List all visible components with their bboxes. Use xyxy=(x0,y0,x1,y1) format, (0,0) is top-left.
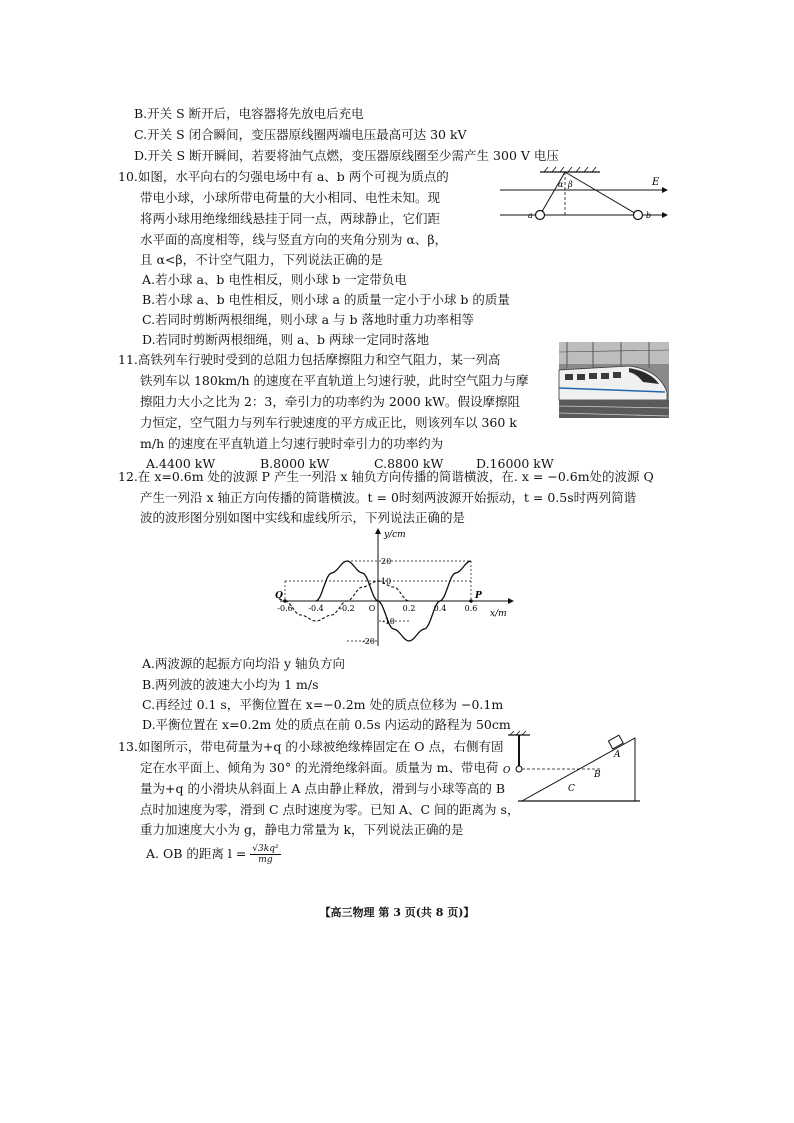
q13-stem-line-4: 点时加速度为零，滑到 C 点时速度为零。已知 A、C 间的距离为 s， xyxy=(140,802,520,817)
q12-option-d: D.平衡位置在 x=0.2m 处的质点在前 0.5s 内运动的路程为 50cm xyxy=(142,717,511,732)
label-o: O xyxy=(503,766,511,776)
label-c: C xyxy=(568,784,575,794)
field-label: E xyxy=(652,177,660,188)
y-tick-label: 10 xyxy=(381,577,392,586)
q12-wave-chart xyxy=(276,526,520,650)
q13-stem-line-1: 13.如图所示，带电荷量为+q 的小球被绝缘棒固定在 O 点，右侧有固 xyxy=(118,739,504,754)
q13-stem-line-5: 重力加速度大小为 g，静电力常量为 k，下列说法正确的是 xyxy=(140,822,464,837)
q13-stem-line-3: 量为+q 的小滑块从斜面上 A 点由静止释放，滑到与小球等高的 B xyxy=(140,781,506,796)
train-photo xyxy=(559,342,669,418)
angle-alpha-label: α xyxy=(558,180,564,189)
charged-ball xyxy=(516,766,522,772)
x-tick-label: 0.6 xyxy=(464,604,478,613)
q11-stem-line-1: 11.高铁列车行驶时受到的总阻力包括摩擦阻力和空气阻力，某一列高 xyxy=(118,352,501,367)
ball-b xyxy=(634,211,643,220)
x-tick-label: O xyxy=(368,604,376,613)
q12-stem-line-2: 产生一列沿 x 轴正方向传播的简谐横波。t = 0时刻两波源开始振动，t = 0.5s时两列简谐 xyxy=(140,490,637,505)
q10-option-c: C.若同时剪断两根细绳，则小球 a 与 b 落地时重力功率相等 xyxy=(142,312,474,327)
q10-option-a: A.若小球 a、b 电性相反，则小球 b 一定带负电 xyxy=(142,272,407,287)
q10-option-b: B.若小球 a、b 电性相反，则小球 a 的质量一定小于小球 b 的质量 xyxy=(142,292,510,307)
q13-option-a xyxy=(146,844,281,865)
slider-block xyxy=(608,735,623,749)
q10-stem-line-1: 10.如图，水平向右的匀强电场中有 a、b 两个可视为质点的 xyxy=(118,169,449,184)
field-arrow-1 xyxy=(662,187,668,193)
point-p-label: P xyxy=(475,591,482,601)
y-axis-arrow xyxy=(375,528,381,534)
point-q-label: Q xyxy=(275,591,283,601)
q11-option-c: C.8800 kW xyxy=(374,456,444,471)
y-axis-label: y/cm xyxy=(384,530,406,540)
y-tick-label: -20 xyxy=(362,637,375,646)
x-tick-label: -0.2 xyxy=(339,604,355,613)
incline xyxy=(522,738,635,801)
y-tick-label: -10 xyxy=(382,617,395,626)
q9-option-b: B.开关 S 断开后，电容器将先放电后充电 xyxy=(134,106,364,121)
x-tick-label: 0.4 xyxy=(433,604,447,613)
q10-stem-line-5: 且 α<β，不计空气阻力，下列说法正确的是 xyxy=(140,252,383,267)
q12-option-a: A.两波源的起振方向均沿 y 轴负方向 xyxy=(142,656,346,671)
q11-stem-line-5: m/h 的速度在平直轨道上匀速行驶时牵引力的功率约为 xyxy=(140,436,444,451)
q13-figure xyxy=(500,733,650,803)
q12-stem-line-3: 波的波形图分别如图中实线和虚线所示，下列说法正确的是 xyxy=(140,510,466,525)
q10-option-d: D.若同时剪断两根细绳，则 a、b 两球一定同时落地 xyxy=(142,332,429,347)
q9-option-c: C.开关 S 闭合瞬间，变压器原线圈两端电压最高可达 30 kV xyxy=(134,127,467,142)
page-footer: 【高三物理 第 3 页(共 8 页)】 xyxy=(319,906,475,919)
q11-option-b: B.8000 kW xyxy=(260,456,330,471)
label-b: B xyxy=(594,770,601,780)
fraction-numerator: √3kq² xyxy=(252,844,279,854)
q11-option-d: D.16000 kW xyxy=(476,456,554,471)
ball-a-label: a xyxy=(528,211,533,220)
x-tick-label: 0.2 xyxy=(402,604,416,613)
x-tick-labels xyxy=(277,604,477,613)
thread-b xyxy=(565,172,638,215)
q12-option-b: B.两列波的波速大小均为 1 m/s xyxy=(142,677,319,692)
label-a: A xyxy=(614,750,621,760)
x-axis-label: x/m xyxy=(490,609,507,619)
ceiling-hatch xyxy=(544,167,596,172)
x-axis-arrow xyxy=(508,598,514,604)
q10-stem-line-2: 带电小球，小球所带电荷量的大小相同、电性未知。现 xyxy=(140,190,441,205)
q11-stem-line-4: 力恒定，空气阻力与列车行驶速度的平方成正比，则该列车以 360 k xyxy=(140,415,517,430)
point-p-marker xyxy=(469,599,473,603)
ball-b-label: b xyxy=(646,211,652,220)
y-tick-label: 20 xyxy=(381,557,392,566)
field-arrow-2 xyxy=(662,212,668,218)
thread-a xyxy=(540,172,565,215)
q9-option-d: D.开关 S 断开瞬间，若要将油气点燃，变压器原线圈至少需产生 300 V 电压 xyxy=(134,148,559,163)
q11-stem-line-3: 擦阻力大小之比为 2：3，牵引力的功率约为 2000 kW。假设摩擦阻 xyxy=(140,394,521,409)
q10-stem-line-4: 水平面的高度相等，线与竖直方向的夹角分别为 α、β， xyxy=(140,232,448,247)
q10-stem-line-3: 将两小球用绝缘细线悬挂于同一点，两球静止，它们距 xyxy=(140,211,441,226)
ball-a xyxy=(536,211,545,220)
q12-stem-line-1: 12.在 x=0.6m 处的波源 P 产生一列沿 x 轴负方向传播的简谐横波，在. x = −0.6m处的波源 Q xyxy=(118,469,654,484)
q11-option-a: A.4400 kW xyxy=(146,456,216,471)
q10-figure xyxy=(500,158,680,228)
angle-beta-label: β xyxy=(568,180,573,189)
q13-option-a-fraction xyxy=(250,844,280,865)
x-tick-label: -0.6 xyxy=(277,604,293,613)
x-tick-label: -0.4 xyxy=(308,604,324,613)
fraction-denominator: mg xyxy=(258,855,273,865)
q13-option-a-prefix: A. OB 的距离 l = xyxy=(146,846,247,861)
q12-option-c: C.再经过 0.1 s，平衡位置在 x=−0.2m 处的质点位移为 −0.1m xyxy=(142,697,504,712)
q13-stem-line-2: 定在水平面上、倾角为 30° 的光滑绝缘斜面。质量为 m、带电荷 xyxy=(140,760,499,775)
q11-stem-line-2: 铁列车以 180km/h 的速度在平直轨道上匀速行驶，此时空气阻力与摩 xyxy=(140,373,529,388)
point-q-marker xyxy=(283,599,287,603)
